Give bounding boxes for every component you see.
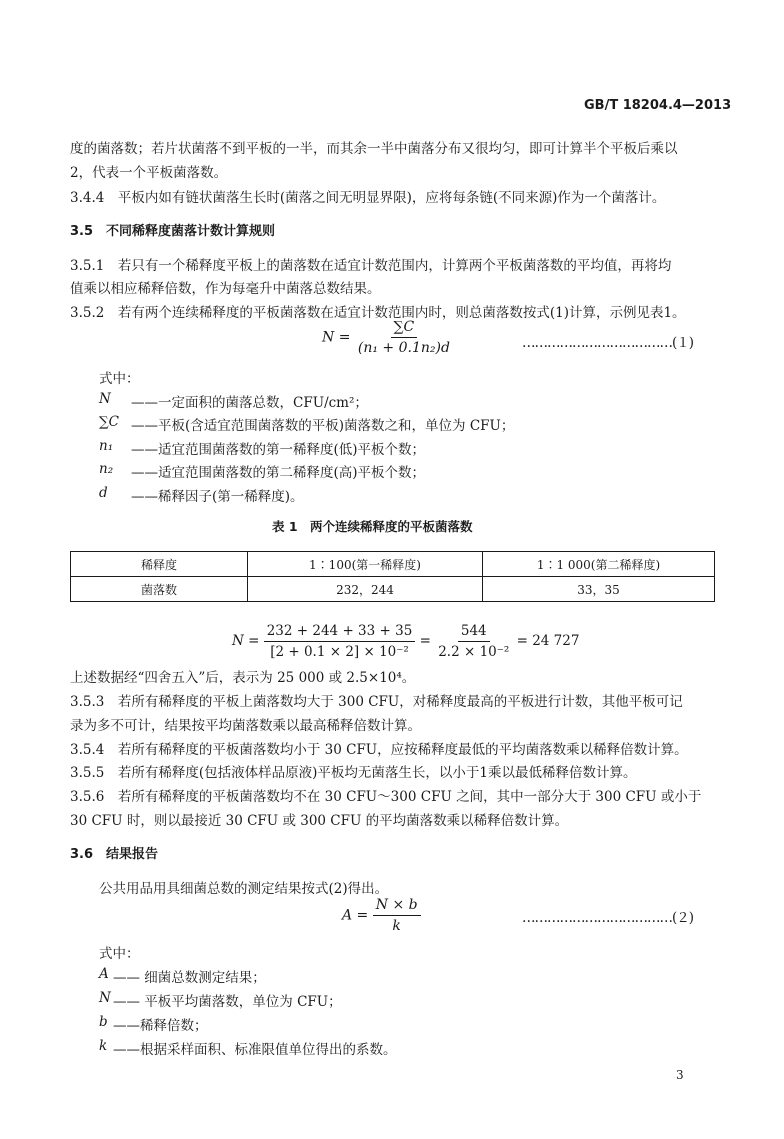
formula-2 <box>342 897 421 934</box>
formula-numerator: ∑C <box>391 319 418 338</box>
example-numerator-1: 232 + 244 + 33 + 35 <box>264 623 416 642</box>
where-label: 式中： <box>99 371 140 387</box>
symbol: ∑C <box>99 414 119 430</box>
symbol-definition: ——适宜范围菌落数的第二稀释度(高)平板个数； <box>131 465 426 481</box>
table-cell: 1∶100(第一稀释度) <box>248 552 483 577</box>
formula-numerator: N × b <box>373 897 421 916</box>
symbol-definition: ——平板(含适宜范围菌落数的平板)菌落数之和，单位为 CFU； <box>131 418 515 434</box>
section-heading-3-6: 3.6 结果报告 <box>70 847 159 862</box>
clause-3-5-6: 3.5.6 若所有稀释度的平板菌落数均不在 30 CFU～300 CFU 之间，其中一部分大于 300 CFU 或小于 <box>70 789 702 805</box>
symbol-definition: ——稀释倍数； <box>113 1018 208 1034</box>
clause-3-5-5: 3.5.5 若所有稀释度(包括液体样品原液)平板均无菌落生长，以小于1乘以最低稀释倍数计算。 <box>70 765 637 781</box>
symbol-definition: —— 细菌总数测定结果； <box>113 970 266 986</box>
example-equals: = <box>419 633 431 649</box>
clause-3-5-4: 3.5.4 若所有稀释度的平板菌落数均小于 30 CFU，应按稀释度最低的平均菌落数乘以稀释倍数计算。 <box>70 742 688 758</box>
symbol-definition: —— 平板平均菌落数，单位为 CFU； <box>113 994 342 1010</box>
example-fraction-1 <box>264 623 416 660</box>
example-calculation <box>232 623 579 660</box>
table-cell: 33，35 <box>483 577 715 602</box>
table-cell: 1∶1 000(第二稀释度) <box>483 552 715 577</box>
rounding-note: 上述数据经“四舍五入”后，表示为 25 000 或 2.5×10⁴。 <box>70 670 416 686</box>
symbol: k <box>99 1038 108 1054</box>
standard-code: GB/T 18204.4—2013 <box>584 98 732 113</box>
formula-number-2: ………………………………(２) <box>522 910 694 926</box>
example-numerator-2: 544 <box>458 623 490 642</box>
clause-3-5-3: 3.5.3 若所有稀释度的平板上菌落数均大于 300 CFU，对稀释度最高的平板进行计数，其他平板可记 <box>70 694 683 710</box>
example-denominator-2: 2.2 × 10⁻² <box>438 644 510 660</box>
table-row <box>71 577 715 602</box>
table-cell: 菌落数 <box>71 577 248 602</box>
formula-1 <box>322 319 453 356</box>
data-table <box>70 551 715 602</box>
example-lhs: N = <box>232 633 260 649</box>
symbol-definition: ——稀释因子(第一稀释度)。 <box>131 489 304 505</box>
formula-fraction <box>373 897 421 934</box>
section-heading-3-5: 3.5 不同稀释度菌落计数计算规则 <box>70 224 276 239</box>
paragraph-line: 2，代表一个平板菌落数。 <box>70 165 228 181</box>
clause-3-5-6-cont: 30 CFU 时，则以最接近 30 CFU 或 300 CFU 的平均菌落数乘以稀释倍数计算。 <box>70 813 569 829</box>
formula-denominator: (n₁ + 0.1n₂)d <box>357 340 450 356</box>
symbol-definition: ——根据采样面积、标准限值单位得出的系数。 <box>113 1042 397 1058</box>
symbol: d <box>99 485 108 501</box>
clause-3-5-1: 3.5.1 若只有一个稀释度平板上的菌落数在适宜计数范围内，计算两个平板菌落数的平均值，再将均 <box>70 258 672 274</box>
example-result: = 24 727 <box>516 633 580 649</box>
formula-denominator: k <box>392 918 401 934</box>
where-label: 式中： <box>99 946 140 962</box>
symbol: A <box>99 966 109 982</box>
formula-number-1: ………………………………(１) <box>522 335 694 351</box>
table-caption: 表 1 两个连续稀释度的平板菌落数 <box>272 519 473 534</box>
clause-3-5-1-cont: 值乘以相应稀释倍数，作为每毫升中菌落总数结果。 <box>70 281 381 297</box>
example-denominator-1: [2 + 0.1 × 2] × 10⁻² <box>270 644 409 660</box>
symbol: n₂ <box>99 461 114 477</box>
clause-3-4-4: 3.4.4 平板内如有链状菌落生长时(菌落之间无明显界限)，应将每条链(不同来源)作为一个菌落计。 <box>70 190 666 206</box>
symbol-definition: ——适宜范围菌落数的第一稀释度(低)平板个数； <box>131 442 426 458</box>
example-fraction-2 <box>435 623 512 660</box>
results-intro: 公共用品用具细菌总数的测定结果按式(2)得出。 <box>99 881 389 897</box>
table-cell: 232，244 <box>248 577 483 602</box>
symbol: n₁ <box>99 438 114 454</box>
clause-3-5-2: 3.5.2 若有两个连续稀释度的平板菌落数在适宜计数范围内时，则总菌落数按式(1)计算，示例见表1。 <box>70 305 686 321</box>
page-number: 3 <box>676 1068 684 1082</box>
formula-fraction <box>355 319 453 356</box>
symbol: N <box>99 990 111 1006</box>
formula-lhs: A = <box>342 907 369 924</box>
clause-3-5-3-cont: 录为多不可计，结果按平均菌落数乘以最高稀释倍数计算。 <box>70 718 421 734</box>
symbol-definition: ——一定面积的菌落总数，CFU/cm²； <box>131 395 368 411</box>
paragraph-line: 度的菌落数；若片状菌落不到平板的一半，而其余一半中菌落分布又很均匀，即可计算半个平板后乘以 <box>70 141 678 157</box>
symbol: N <box>99 391 111 407</box>
table-row <box>71 552 715 577</box>
table-cell: 稀释度 <box>71 552 248 577</box>
symbol: b <box>99 1014 108 1030</box>
formula-lhs: N = <box>322 329 351 346</box>
